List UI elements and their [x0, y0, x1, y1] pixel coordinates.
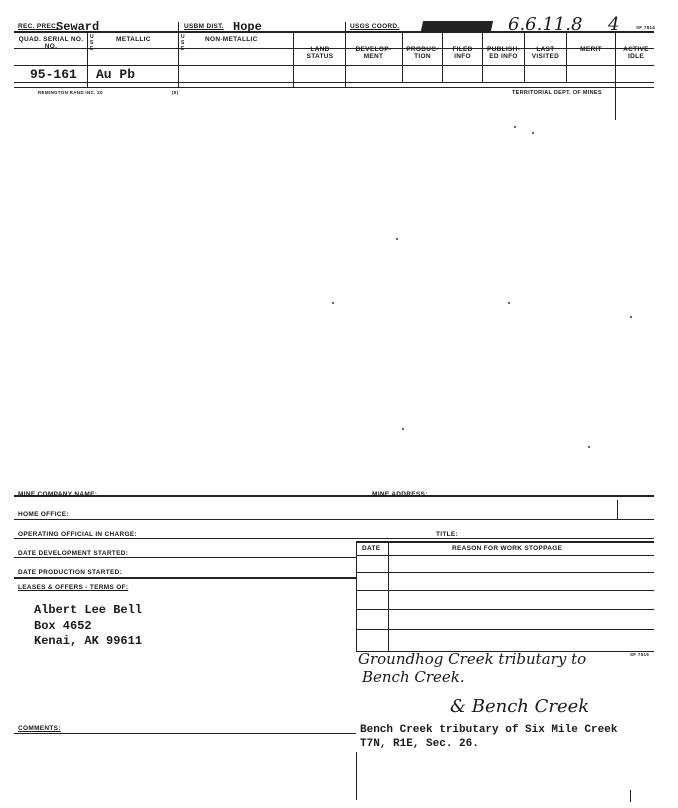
col-metallic: METALLIC [116, 36, 151, 43]
col-non-metallic: NON-METALLIC [205, 36, 258, 43]
col-last-visited: LAST VISITED [531, 46, 560, 60]
date-development-label: DATE DEVELOPMENT STARTED: [18, 550, 129, 557]
mine-company-name-label: MINE COMPANY NAME: [18, 491, 98, 498]
col-use-prefix-metallic: U S E [90, 34, 94, 52]
speck [514, 126, 516, 128]
usgs-coord-extra: 4 [608, 14, 620, 35]
col-merit: MERIT [580, 46, 602, 53]
metallic-value: Au Pb [96, 67, 136, 82]
title-label: TITLE: [436, 531, 459, 538]
rec-prec-label: REC. PREC. [18, 23, 59, 30]
rec-prec-value: Seward [56, 20, 100, 34]
mine-address-label: MINE ADDRESS: [372, 491, 428, 498]
col-published-info: PUBLISH- ED INFO [486, 46, 521, 60]
col-active-idle: ACTIVE IDLE [623, 46, 649, 60]
form-code: SF 7514 [636, 25, 656, 30]
reason-column-label: REASON FOR WORK STOPPAGE [452, 545, 563, 552]
usgs-coord-label: USGS COORD. [350, 23, 400, 30]
col-production: PRODUC- TION [406, 46, 439, 60]
usgs-coord-value: 6.6.11.8 [508, 14, 583, 35]
speck [402, 428, 404, 430]
handwritten-note-line1: Groundhog Creek tributary to [358, 650, 587, 668]
speck [630, 316, 632, 318]
leases-label: LEASES & OFFERS - TERMS OF: [18, 584, 129, 591]
comments-label: COMMENTS: [18, 725, 61, 732]
location-note-line1: Bench Creek tributary of Six Mile Creek [360, 724, 618, 736]
date-production-label: DATE PRODUCTION STARTED: [18, 569, 123, 576]
handwritten-note-line3: & Bench Creek [450, 696, 590, 717]
lessee-city: Kenai, AK 99611 [34, 634, 143, 648]
col-land-status: LAND STATUS [306, 46, 334, 60]
col-development: DEVELOP- MENT [355, 46, 392, 60]
lessee-name: Albert Lee Bell [34, 603, 143, 617]
speck [396, 238, 398, 240]
usbm-dist-value: Hope [233, 20, 262, 34]
location-note-line2: T7N, R1E, Sec. 26. [360, 738, 479, 750]
home-office-label: HOME OFFICE: [18, 511, 69, 518]
redaction-mark [421, 21, 493, 31]
speck [332, 302, 334, 304]
col-use-prefix-nonmetallic: U S E [181, 34, 185, 52]
lessee-box: Box 4652 [34, 619, 92, 633]
operating-official-label: OPERATING OFFICIAL IN CHARGE: [18, 531, 137, 538]
printer-code: (5) [172, 90, 179, 95]
serial-value: 95-161 [30, 67, 77, 82]
usbm-dist-label: USBM DIST. [184, 23, 224, 30]
form-code-2: SF 7515 [630, 652, 650, 657]
speck [508, 302, 510, 304]
date-column-label: DATE [362, 545, 381, 552]
col-filed-info: FILED INFO [452, 46, 473, 60]
printer-label: REMINGTON RAND INC. 20 [38, 90, 103, 95]
col-quad-serial: QUAD. SERIAL NO. NO. [18, 36, 84, 50]
dept-label: TERRITORIAL DEPT. OF MINES [512, 90, 602, 96]
speck [532, 132, 534, 134]
handwritten-note-line2: Bench Creek. [362, 668, 465, 686]
speck [588, 446, 590, 448]
